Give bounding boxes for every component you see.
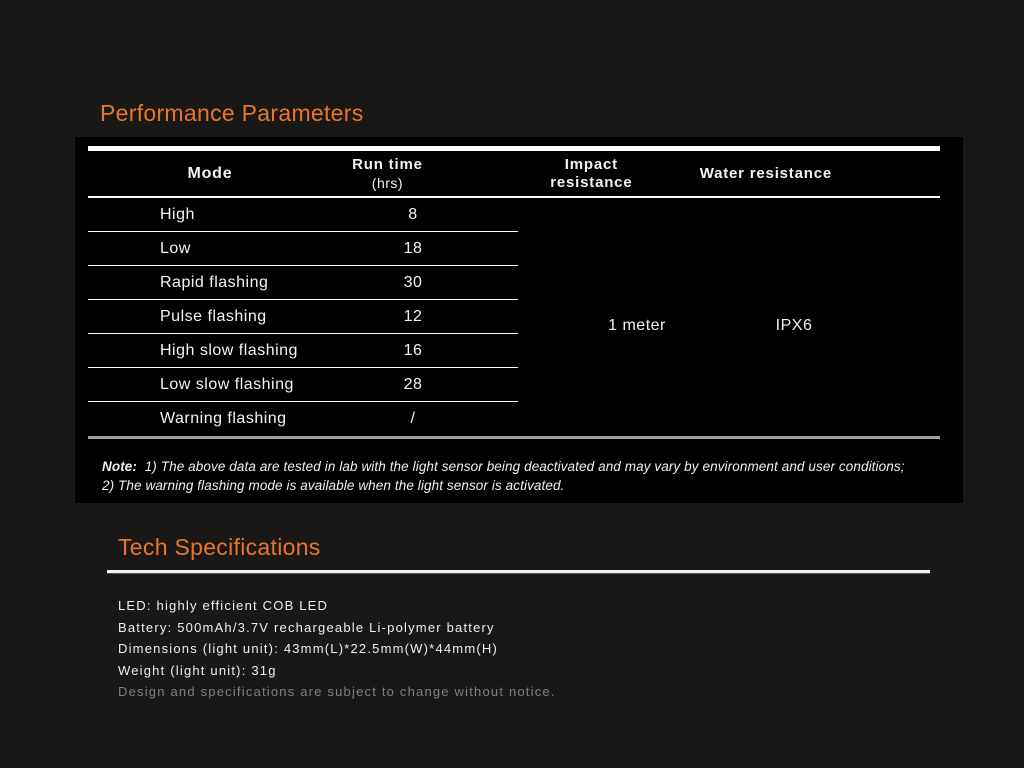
runtime-header-unit: (hrs) — [371, 174, 404, 191]
mode-cell: Low slow flashing — [160, 375, 294, 393]
table-row-high-slow-flashing — [88, 334, 518, 368]
runtime-cell: / — [410, 410, 416, 427]
table-row-low — [88, 232, 518, 266]
tech-section-divider — [107, 570, 930, 574]
mode-cell: Warning flashing — [160, 410, 287, 427]
runtime-cell: 8 — [408, 205, 418, 223]
table-row-rapid-flashing — [88, 266, 518, 300]
column-header-runtime — [292, 156, 483, 192]
note-line-2: 2) The warning flashing mode is available when the light sensor is activated. — [102, 478, 565, 493]
water-resistance-value: IPX6 — [775, 317, 813, 334]
column-header-water-resistance: Water resistance — [699, 165, 832, 182]
table-header-row — [88, 151, 940, 198]
spec-weight: Weight (light unit): 31g — [118, 662, 277, 678]
spec-disclaimer: Design and specifications are subject to change without notice. — [118, 684, 556, 699]
note-text-1: 1) The above data are tested in lab with the light sensor being deactivated and may vary by environment and user conditions; — [144, 459, 905, 474]
mode-cell: Pulse flashing — [160, 307, 267, 325]
table-row-low-slow-flashing — [88, 368, 518, 402]
spec-led: LED: highly efficient COB LED — [118, 598, 329, 613]
mode-cell: High — [160, 205, 195, 223]
table-row-warning-flashing — [88, 402, 518, 436]
runtime-cell: 30 — [403, 273, 423, 291]
spec-battery: Battery: 500mAh/3.7V rechargeable Li-polymer battery — [118, 619, 495, 635]
table-row-pulse-flashing — [88, 300, 518, 334]
impact-header-line2: resistance — [550, 173, 633, 191]
mode-cell: High slow flashing — [160, 341, 298, 359]
note-line-1 — [102, 457, 942, 476]
spec-dimensions: Dimensions (light unit): 43mm(L)*22.5mm(W)*44mm(H) — [118, 641, 499, 656]
tech-specifications-title: Tech Specifications — [118, 534, 321, 560]
table-note — [102, 457, 942, 495]
performance-parameters-title: Performance Parameters — [100, 100, 364, 126]
impact-header-line1: Impact — [564, 155, 618, 173]
runtime-cell: 18 — [403, 239, 423, 257]
tech-specs-list — [118, 595, 556, 703]
impact-resistance-value: 1 meter — [608, 317, 666, 334]
runtime-cell: 12 — [403, 307, 423, 325]
column-header-impact-resistance — [483, 156, 700, 192]
mode-cell: Rapid flashing — [160, 273, 269, 291]
note-label: Note: — [102, 459, 137, 474]
performance-table-panel — [75, 137, 963, 503]
runtime-cell: 16 — [403, 341, 423, 359]
column-header-mode: Mode — [187, 164, 233, 182]
mode-cell: Low — [160, 239, 191, 257]
runtime-header-label: Run time — [352, 155, 423, 173]
table-row-high — [88, 198, 518, 232]
runtime-cell: 28 — [403, 375, 423, 393]
